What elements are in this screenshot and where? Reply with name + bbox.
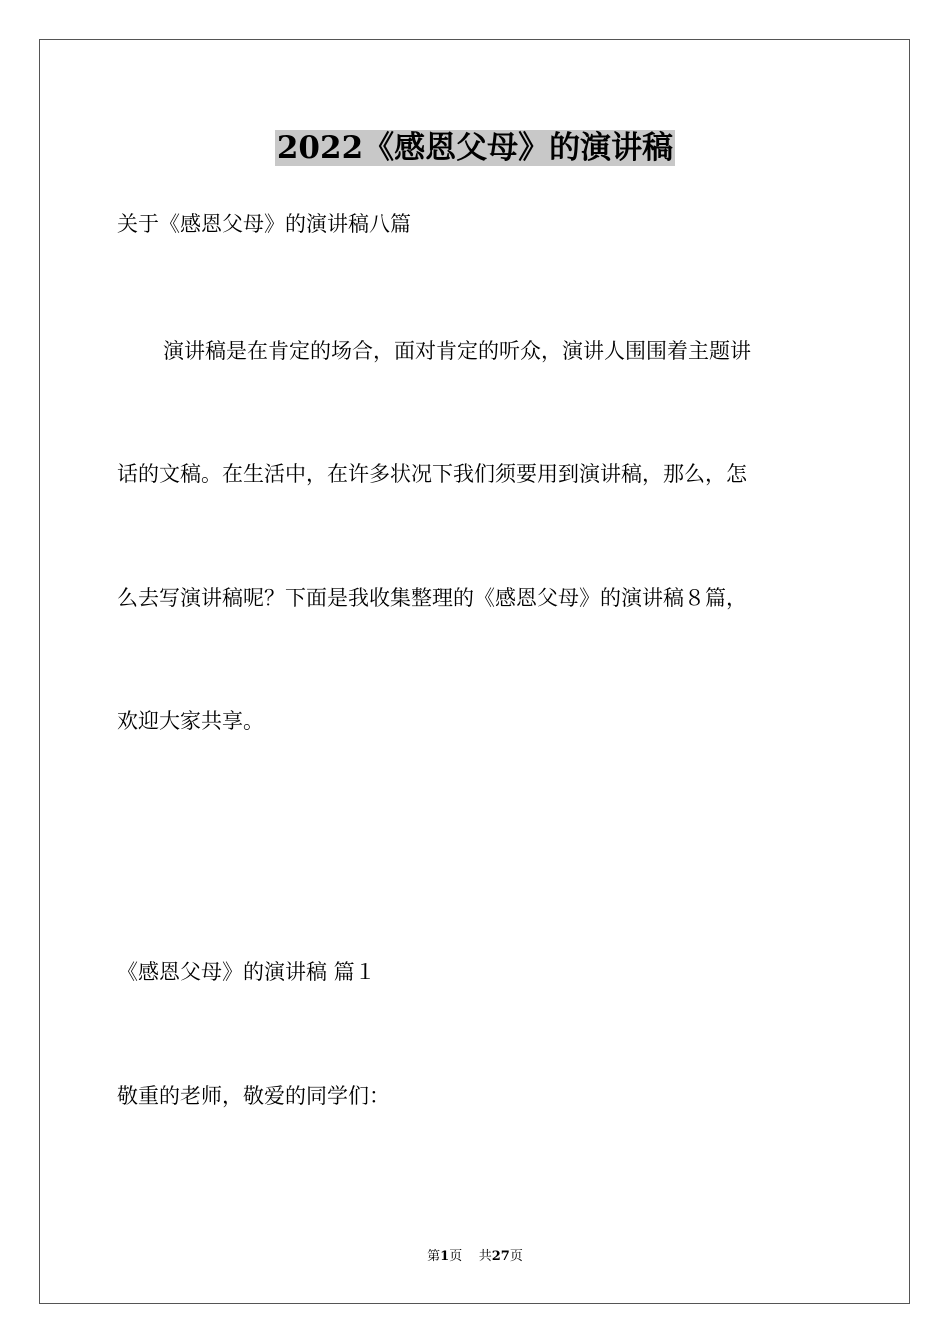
footer-page-suffix: 页	[449, 1249, 463, 1264]
section-heading: 《感恩父母》的演讲稿 篇１	[117, 960, 376, 984]
greeting-line: 敬重的老师，敬爱的同学们：	[117, 1084, 390, 1108]
footer-total-suffix: 页	[509, 1249, 523, 1264]
intro-line-1: 演讲稿是在肯定的场合，面对肯定的听众，演讲人围围着主题讲	[163, 339, 751, 363]
footer-page-prefix: 第	[427, 1249, 441, 1264]
intro-line-2: 话的文稿。在生活中，在许多状况下我们须要用到演讲稿，那么，怎	[117, 462, 747, 486]
page-footer	[0, 1248, 950, 1266]
footer-page-number: 1	[440, 1249, 450, 1264]
intro-line-3: 么去写演讲稿呢？下面是我收集整理的《感恩父母》的演讲稿８篇，	[117, 586, 747, 610]
document-title: 2022《感恩父母》的演讲稿	[276, 130, 674, 166]
footer-total-prefix: 共	[478, 1249, 492, 1264]
document-title-block	[0, 128, 950, 168]
footer-total-pages: 27	[491, 1249, 510, 1264]
document-subtitle: 关于《感恩父母》的演讲稿八篇	[117, 212, 411, 236]
intro-line-4: 欢迎大家共享。	[117, 709, 264, 733]
